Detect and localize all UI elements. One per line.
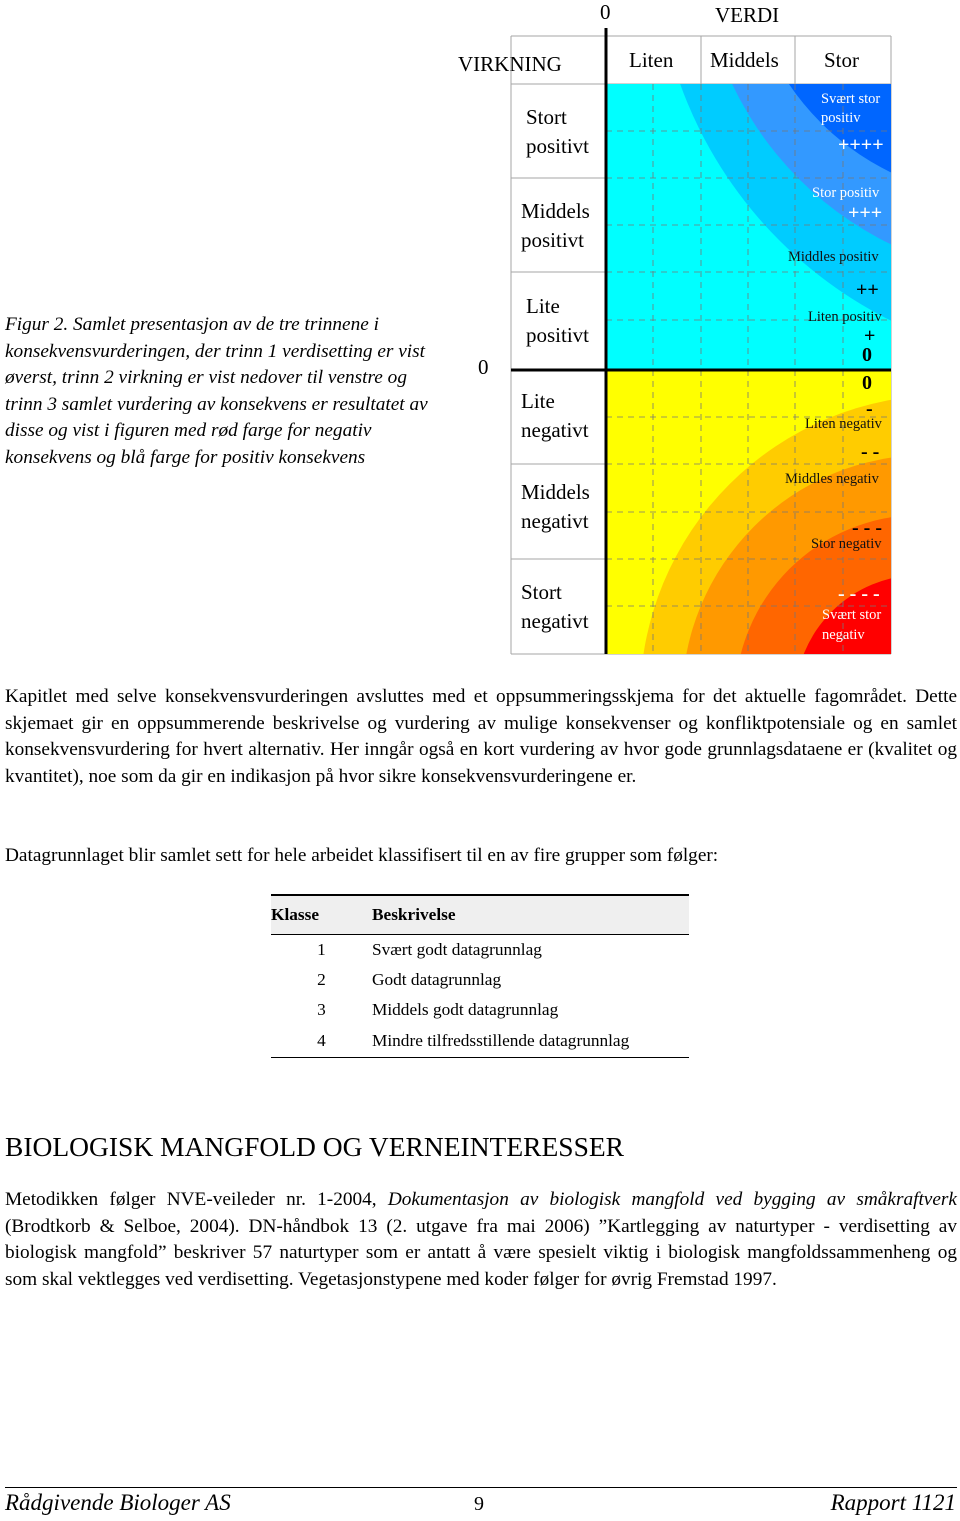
- zone-symbol-neg2: - -: [861, 441, 880, 463]
- section-heading: BIOLOGISK MANGFOLD OG VERNEINTERESSER: [5, 1131, 625, 1162]
- zone-label-svaert-stor-negativ-1: Svært stor: [822, 607, 882, 623]
- table-row: [271, 965, 689, 995]
- impact-row-lite-negativt: Lite negativt: [521, 389, 589, 442]
- table-cell-beskrivelse: Middels godt datagrunnlag: [372, 1000, 559, 1019]
- footer-page-number: 9: [474, 1493, 484, 1515]
- zone-symbol-neg1: -: [866, 398, 873, 420]
- zone-label-liten-positiv: Liten positiv: [808, 309, 882, 325]
- value-col-stor: Stor: [824, 48, 860, 72]
- zone-symbol-pos3: +++: [848, 202, 883, 224]
- table-cell-beskrivelse: Godt datagrunnlag: [372, 970, 502, 989]
- table-header-row: [271, 895, 689, 935]
- zone-symbol-pos2: ++: [856, 279, 879, 301]
- zone-label-stor-positiv: Stor positiv: [812, 185, 880, 201]
- impact-row-lite-positivt: Lite positivt: [526, 294, 590, 347]
- footer-report-number: Rapport 1121: [830, 1490, 956, 1515]
- impact-row-stort-positivt: Stort positivt: [526, 105, 590, 158]
- table-row: [271, 935, 689, 966]
- footer-company: Rådgivende Biologer AS: [5, 1490, 231, 1515]
- table-cell-beskrivelse: Mindre tilfredsstillende datagrunnlag: [372, 1025, 689, 1058]
- paragraph-method: Metodikken følger NVE-veileder nr. 1-2004, Dokumentasjon av biologisk mangfold ved bygging av småkraftverk (Brodtkorb & Selboe, 2004). DN-håndbok 13 (2. utgave fra mai 2006) ”Kartlegging av naturtyper - verdisetting av biologisk mangfold” beskriver 57 naturtyper som er antatt å være spesielt viktig i biologisk mangfoldssammenheng og som skal vektlegges ved verdisetting. Vegetasjonstypene med koder følger for øvrig Fremstad 1997.: [5, 1189, 957, 1290]
- zone-label-svaert-stor-positiv-2: positiv: [821, 110, 861, 126]
- zone-symbol-zero-positive: 0: [862, 344, 872, 366]
- impact-row-middels-positivt: Middels positivt: [521, 199, 590, 252]
- caption-label: Figur 2: [5, 314, 64, 335]
- zone-label-liten-negativ: Liten negativ: [805, 416, 882, 432]
- value-col-liten: Liten: [629, 48, 674, 72]
- impact-row-middels-negativt: Middels negativt: [521, 480, 590, 533]
- zone-label-svaert-stor-negativ-2: negativ: [822, 627, 865, 643]
- document-title-italic: Dokumentasjon av biologisk mangfold ved bygging av småkraftverk: [387, 1189, 957, 1210]
- table-cell-klasse: 4: [271, 1025, 372, 1058]
- footer-divider: [5, 1487, 957, 1488]
- impact-row-stort-negativt: Stort negativt: [521, 580, 589, 633]
- caption-text: . Samlet presentasjon av de tre trinnene i konsekvensvurderingen, der trinn 1 verdisetting er vist øverst, trinn 2 virkning er vist nedover til venstre og trinn 3 samlet vurdering av konsekvens er resultatet av disse og vist i figuren med rød farge for negativ konsekvens og blå farge for positiv konsekvens: [5, 314, 428, 468]
- table-cell-klasse: 3: [317, 1000, 326, 1019]
- zone-symbol-neg3: - - -: [852, 517, 882, 539]
- zone-label-middles-positiv: Middles positiv: [788, 249, 879, 265]
- value-axis-title: VERDI: [715, 3, 780, 27]
- table-cell-klasse: 2: [317, 970, 326, 989]
- value-col-middels: Middels: [710, 48, 779, 72]
- table-cell-klasse: 1: [317, 940, 326, 959]
- data-class-table: [271, 894, 689, 1058]
- table-cell-beskrivelse: Svært godt datagrunnlag: [372, 940, 542, 959]
- zone-symbol-pos1: +: [864, 325, 876, 347]
- impact-axis-title: VIRKNING: [458, 52, 562, 76]
- table-header-beskrivelse: Beskrivelse: [372, 895, 689, 935]
- zone-symbol-neg4: - - - -: [838, 583, 880, 605]
- zone-symbol-zero-negative: 0: [862, 372, 872, 394]
- zone-label-svaert-stor-positiv-1: Svært stor: [821, 91, 881, 107]
- table-header-klasse: Klasse: [271, 895, 372, 935]
- consequence-figure: [0, 0, 960, 670]
- paragraph-summary: Kapitlet med selve konsekvensvurderingen avsluttes med et oppsummeringsskjema for det aktuelle fagområdet. Dette skjemaet gir en oppsummerende beskrivelse og vurdering av mulige konsekvenser og konfliktpotensiale og en samlet konsekvensvurdering for hvert alternativ. Her inngår også en kort vurdering av hvor gode grunnlagsdataene er (kvalitet og kvantitet), noe som da gir en indikasjon på hvor sikre konsekvensvurderingene er.: [5, 686, 957, 787]
- impact-zero-label: 0: [478, 355, 489, 379]
- zone-label-stor-negativ: Stor negativ: [811, 536, 882, 552]
- zone-label-middles-negativ: Middles negativ: [785, 471, 879, 487]
- zone-symbol-pos4: ++++: [838, 134, 884, 156]
- value-zero-label: 0: [600, 0, 611, 24]
- table-row: [271, 995, 689, 1025]
- table-row: [271, 1025, 689, 1058]
- paragraph-data-classes: Datagrunnlaget blir samlet sett for hele arbeidet klassifisert til en av fire grupper som følger:: [5, 845, 719, 866]
